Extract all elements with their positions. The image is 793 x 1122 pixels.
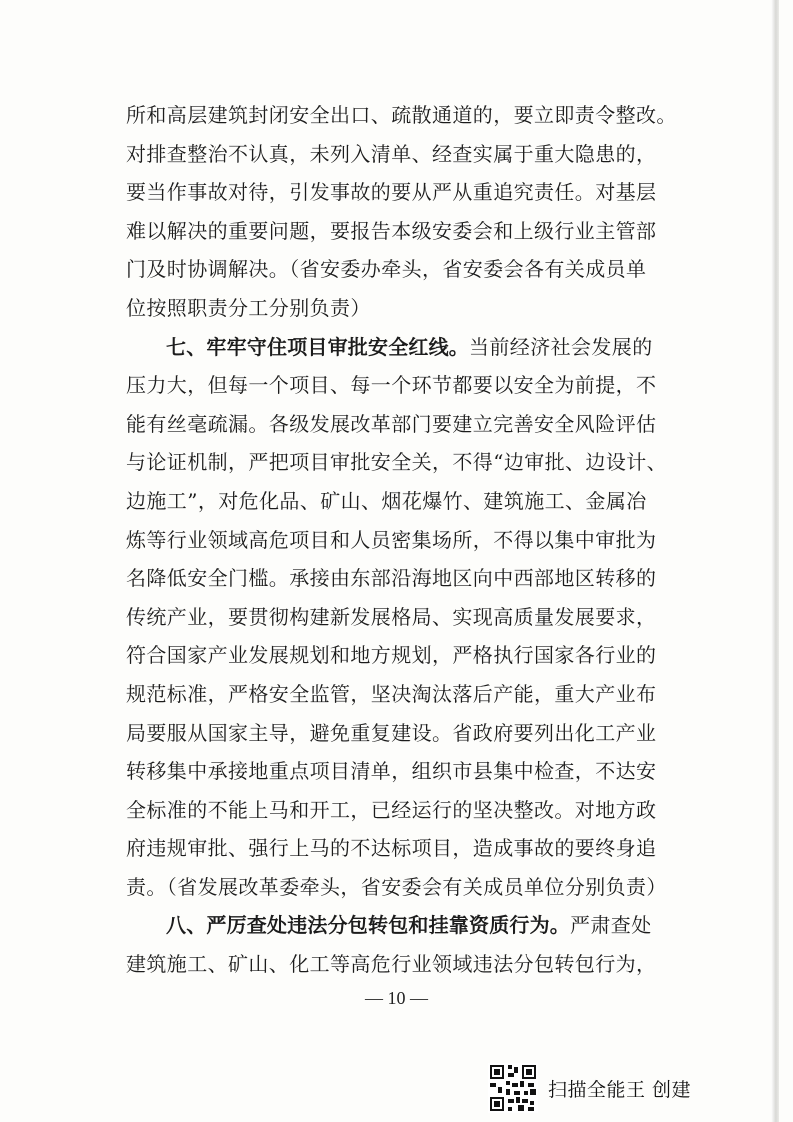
text-line: 能有丝毫疏漏。各级发展改革部门要建立完善安全风险评估 [126,411,657,436]
text-line: 门及时协调解决。（省安委办牵头，省安委会各有关成员单 [126,257,647,282]
text-line: 传统产业，要贯彻构建新发展格局、实现高质量发展要求， [126,604,657,629]
text-line: 府违规审批、强行上马的不达标项目，造成事故的要终身追 [126,836,657,861]
page-number: — 10 — [365,988,428,1008]
section-8-first-line [126,906,706,945]
text-line: 规范标准，严格安全监管，坚决淘汰落后产能，重大产业布 [126,681,657,706]
text-line: 转移集中承接地重点项目清单，组织市县集中检查，不达安 [126,759,657,784]
watermark-label: 扫描全能王 创建 [548,1078,692,1101]
body-text [126,96,706,984]
text-line: 要当作事故对待，引发事故的要从严从重追究责任。对基层 [126,180,657,205]
text-line: 炼等行业领域高危项目和人员密集场所，不得以集中审批为 [126,527,657,552]
text-line: 当前经济社会发展的 [469,334,653,359]
text-line: 全标准的不能上马和开工，已经运行的坚决整改。对地方政 [126,797,657,822]
text-line: 压力大，但每一个项目、每一个环节都要以安全为前提，不 [126,373,657,398]
section-heading-8: 八、严厉查处违法分包转包和挂靠资质行为。 [166,913,570,938]
text-line: 位按照职责分工分别负责） [126,295,371,320]
scanner-watermark [488,1062,748,1114]
text-line: 对排查整治不认真，未列入清单、经查实属于重大隐患的， [126,141,657,166]
text-line: 所和高层建筑封闭安全出口、疏散通道的，要立即责令整改。 [126,103,677,127]
text-line: 责。（省发展改革委牵头，省安委会有关成员单位分别负责） [126,874,667,899]
text-line: 与论证机制，严把项目审批安全关，不得“边审批、边设计、 [126,450,668,475]
text-line: 边施工”，对危化品、矿山、烟花爆竹、建筑施工、金属冶 [126,488,647,513]
scan-edge-shadow [771,0,779,1122]
text-line: 符合国家产业发展规划和地方规划，严格执行国家各行业的 [126,643,657,668]
text-line: 严肃查处 [570,913,652,938]
text-line: 名降低安全门槛。承接由东部沿海地区向中西部地区转移的 [126,566,657,591]
text-line: 局要服从国家主导，避免重复建设。省政府要列出化工产业 [126,720,657,745]
text-line: 建筑施工、矿山、化工等高危行业领域违法分包转包行为， [126,952,657,977]
section-heading-7: 七、牢牢守住项目审批安全红线。 [166,334,469,359]
qr-code-icon [488,1063,538,1113]
text-line: 难以解决的重要问题，要报告本级安委会和上级行业主管部 [126,218,657,243]
section-7-first-line [126,328,706,367]
